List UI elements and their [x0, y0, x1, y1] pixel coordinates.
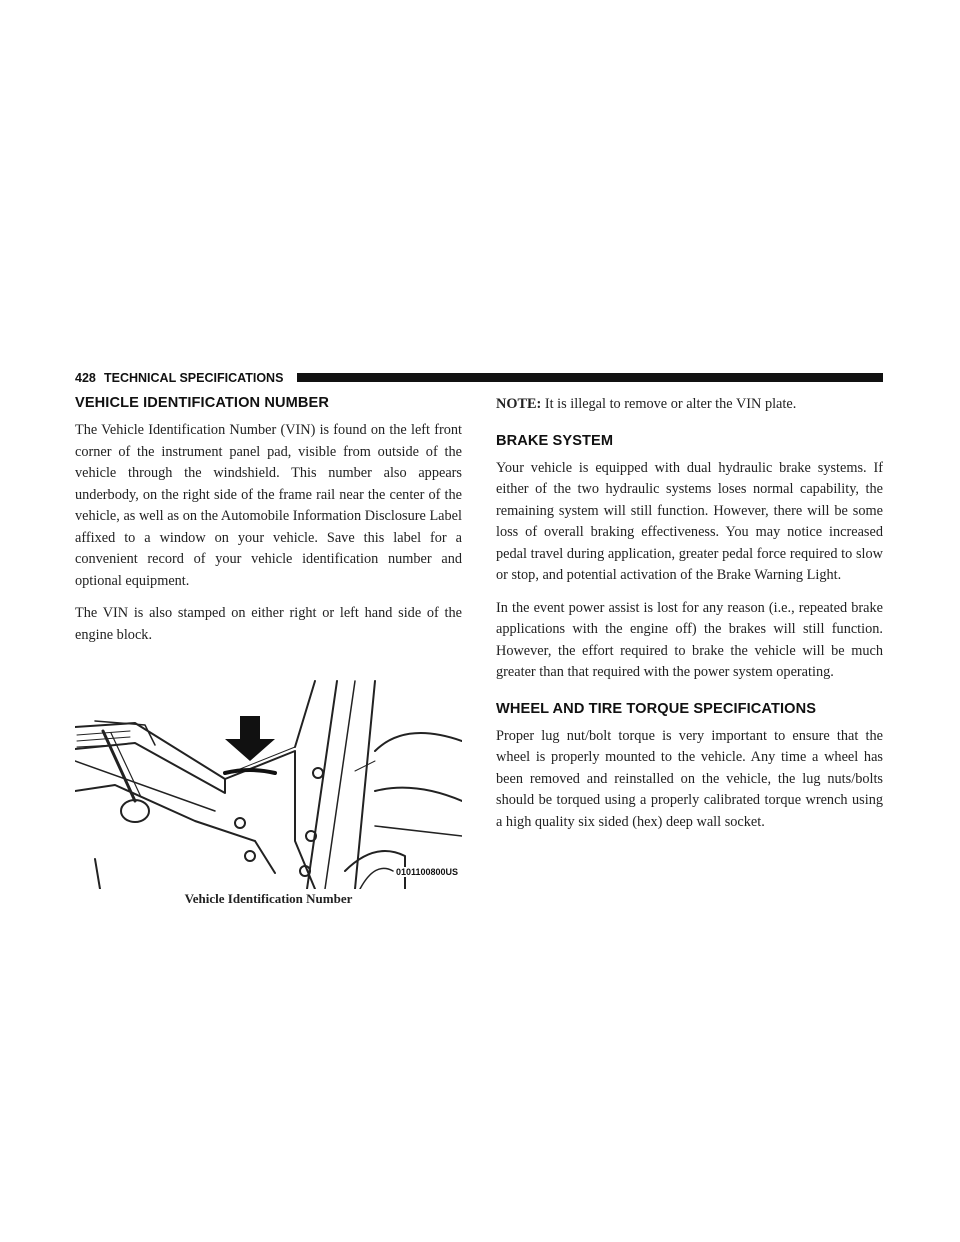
page-number: 428: [75, 371, 96, 385]
vin-location-illustration: [75, 661, 462, 889]
vin-heading: VEHICLE IDENTIFICATION NUMBER: [75, 395, 329, 411]
page-header: [75, 370, 883, 386]
note-label: NOTE:: [496, 396, 542, 412]
brake-heading: BRAKE SYSTEM: [496, 432, 614, 449]
wheel-torque-heading: WHEEL AND TIRE TORQUE SPECIFICATIONS: [496, 700, 817, 717]
figure-caption: Vehicle Identification Number: [184, 891, 353, 906]
left-column: [75, 394, 462, 907]
vin-figure: [75, 661, 462, 907]
right-column: [496, 394, 883, 833]
vin-paragraph-2: The VIN is also stamped on either right or left hand side of the engine block.: [75, 605, 462, 643]
wheel-torque-paragraph: Proper lug nut/bolt torque is very important to ensure that the wheel is properly mounted to the vehicle. Any time a wheel has been removed and reinstalled on the vehicle, the lug nuts/bolts should be torqued using a properly calibrated torque wrench using a high quality six sided (hex) deep wall socket.: [496, 727, 883, 830]
note-text: It is illegal to remove or alter the VIN plate.: [544, 396, 797, 412]
brake-paragraph-2: In the event power assist is lost for any reason (i.e., repeated brake applications with the engine off) the brakes will still function. However, the effort required to brake the vehicle will be much greater than that required with the power system operating.: [496, 599, 883, 680]
section-title: TECHNICAL SPECIFICATIONS: [104, 371, 284, 385]
header-rule: [297, 373, 883, 382]
brake-paragraph-1: Your vehicle is equipped with dual hydraulic brake systems. If either of the two hydraulic systems loses normal capability, the remaining system will still function. However, there will be some loss of overall braking effectiveness. You may notice increased pedal travel during application, greater pedal force required to slow or stop, and potential activation of the Brake Warning Light.: [496, 459, 883, 583]
figure-code: 0101100800US: [395, 867, 458, 877]
vin-paragraph-1: The Vehicle Identification Number (VIN) is found on the left front corner of the instrument panel pad, visible from outside of the vehicle through the windshield. This number also appears underbody, on the right side of the frame rail near the center of the vehicle, as well as on the Automobile Information Disclosure Label affixed to a window on your vehicle. Save this label for a convenient record of your vehicle identification number and optional equipment.: [75, 422, 462, 589]
vin-note: [496, 394, 883, 416]
